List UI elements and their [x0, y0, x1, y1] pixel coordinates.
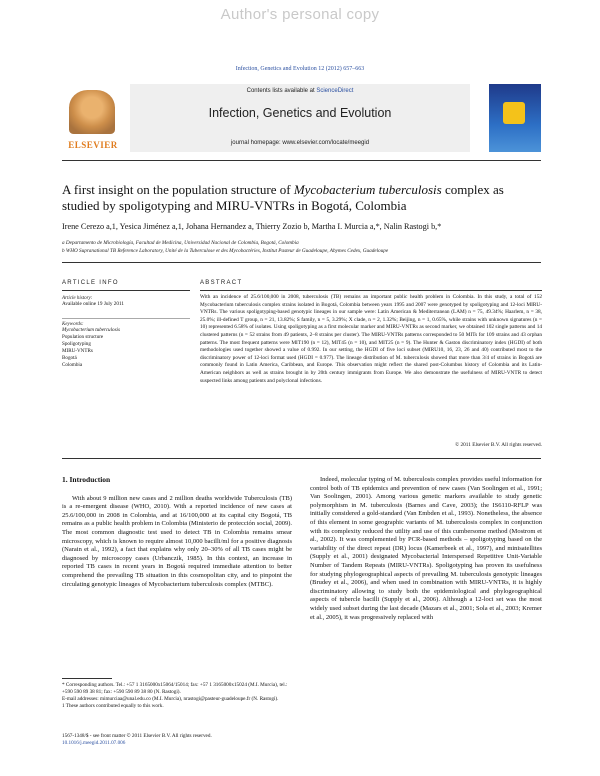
contents-prefix: Contents lists available at — [246, 88, 317, 94]
keywords-block — [62, 322, 192, 369]
keyword: MIRU-VNTRs — [62, 348, 93, 354]
affiliation-rule — [62, 262, 541, 263]
keyword: Mycobacterium tuberculosis — [62, 327, 120, 333]
footnote-rule — [62, 678, 112, 679]
corresponding-footnote: * Corresponding authors. Tel.: +57 1 3165000x15064/15014; fax: +57 1 3165000x15024 (M.I. Murcia), tel.: +590 590 89 38 81; fax: +590 590 89 38 80 (N. Rastogi). — [62, 682, 288, 695]
publisher-name: ELSEVIER — [68, 140, 118, 150]
watermark: Author's personal copy — [220, 6, 380, 23]
elsevier-logo — [62, 84, 124, 152]
homepage-prefix: journal homepage: — [230, 140, 283, 146]
journal-title: Infection, Genetics and Evolution — [208, 106, 392, 120]
article-info-rule — [62, 290, 190, 291]
copyright-line: © 2011 Elsevier B.V. All rights reserved. — [455, 442, 542, 448]
affiliation-b: b WHO Supranational TB Reference Laboratory, Unité de la Tuberculose et des Mycobactéries, Institut Pasteur de Guadeloupe, Abymes Cedex, Guadeloupe — [62, 248, 389, 254]
equal-contribution-footnote: 1 These authors contributed equally to this work. — [62, 703, 164, 709]
issn-line: 1567-1348/$ - see front matter © 2011 Elsevier B.V. All rights reserved. — [62, 733, 212, 739]
title-part-1: A first insight on the population structure of — [62, 182, 294, 197]
homepage-line — [130, 140, 470, 146]
author-list: Irene Cerezo a,1, Yesica Jiménez a,1, Johana Hernandez a, Thierry Zozio b, Martha I. Murcia a,*, Nalin Rastogi b,* — [62, 222, 442, 231]
header-rule — [62, 160, 541, 161]
keywords-rule — [62, 318, 190, 319]
history-label: Article history: — [62, 296, 93, 301]
tree-icon — [69, 90, 115, 134]
issn-block — [62, 733, 322, 747]
title-species: Mycobacterium tuberculosis — [293, 182, 442, 197]
keyword: Colombia — [62, 362, 83, 368]
abstract-label: ABSTRACT — [200, 280, 243, 286]
affiliation-a: a Departamento de Microbiología, Facultad de Medicina, Universidad Nacional de Colombia, Bogotá, Colombia — [62, 240, 299, 246]
title-part-2: complex as studied by spoligotyping and MIRU-VNTRs in Bogotá, Colombia — [62, 182, 504, 213]
contents-line — [130, 88, 470, 94]
sciencedirect-link[interactable]: ScienceDirect — [316, 88, 354, 94]
abstract-text: With an incidence of 25.6/100,000 in 2008, tuberculosis (TB) remains an important public health problem in Colombia. In this study, a total of 152 Mycobacterium tuberculosis complex strains isolated in Bogotá, Colombia between years 1995 and 2007 were genotyped by spoligotyping and 12-loci MIRU-VNTRs. The various spoligotyping-based genotypic lineages in our sample were: Latin American & Mediterranean (LAM) n = 75, 49.34%; Haarlem, n = 38, 25.0%; ill-defined T group, n = 21, 13.82%; S family, n = 5, 3.29%; X clade, n = 2, 1.32%; Beijing, n = 1, 0.65%, while strains with unknown signatures (n = 10) represented 6.58% of isolates. Using spoligotyping as a first molecular marker and MIRU-VNTRs as second marker, we obtained 102 single patterns and 14 clustered patterns (n = 52 strains from 49 patients, 2–8 strains per cluster). The MIRU-VNTRs patterns corresponded to 50 MITs for 109 strains and 43 orphan patterns. The most frequent patterns were MIT190 (n = 12), MIT45 (n = 10), and MIT25 (n = 9). The Hunter & Gaston discriminatory index (HGDI) of both methodologies used together showed a value of 0.992. In our setting, the HGDI of five loci subset (MIRU10, 16, 23, 26 and 40) contributed most to the discriminatory power of 12-loci format used (HGDI = 0.977). The lineage distribution of M. tuberculosis showed that more than 3/4 of strains in Bogotá are commonly found in Latin America, Caribbean, and Europe. This observation might reflect the shared post-Columbus history of Colombia and its Latin-American neighbors as well as strains brought in by 20th century immigrants from Europe. We also demonstrate the usefulness of MIRU-VNTR to detect suspected links among patients and polyclonal infections. — [200, 294, 542, 384]
email-footnote: E-mail addresses: mimurciaa@unal.edu.co (M.I. Murcia), nrastogi@pasteur-guadeloupe.fr (N. Rastogi). — [62, 696, 279, 702]
left-column — [62, 476, 292, 589]
masthead-center — [130, 84, 470, 152]
keywords-label: Keywords: — [62, 322, 84, 327]
journal-cover-image — [489, 84, 541, 152]
keyword: Spoligotyping — [62, 341, 91, 347]
article-info-label: ARTICLE INFO — [62, 280, 119, 286]
article-history — [62, 296, 192, 307]
doi-link[interactable]: 10.1016/j.meegid.2011.07.006 — [62, 740, 126, 746]
homepage-url[interactable]: www.elsevier.com/locate/meegid — [282, 140, 370, 146]
keyword: Population structure — [62, 334, 104, 340]
journal-citation[interactable]: Infection, Genetics and Evolution 12 (2012) 657–663 — [235, 66, 365, 72]
abstract-rule — [200, 290, 542, 291]
keyword: Bogotá — [62, 355, 77, 361]
intro-paragraph-2: Indeed, molecular typing of M. tuberculosis complex provides useful information for control both of TB epidemics and prevention of new cases (Van Soolingen et al., 1991; Van Soolingen, 2001). Among various genetic markers available to study genetic polymorphism in M. tuberculosis (Barnes and Cave, 2003); the IS6110-RFLP was initially considered a gold-standard (Van Embden et al., 1993). Nonetheless, the absence of this element in some geographic variants of M. tuberculosis complex in conjunction with its complexity reduced the utility and use of this cumbersome method (Mostrom et al., 2002). It was complemented by PCR-based methods – spoligotyping based on the variability of the direct repeat (DR) locus (Kamerbeek et al., 1997), and minisatellites (Supply et al., 2001) designated Mycobacterial Interspersed Repetitive Unit-Variable Number of Tandem Repeats (MIRU-VNTRs). Spoligotyping has proven its usefulness for studying phylogeographical aspects of prevailing M. tuberculosis genotypic lineages (Brudey et al., 2006), and when used in combination with MIRU-VNTRs, it is highly discriminatory allowing to study both the epidemiological and phylogeographical aspects of tubercle bacilli (Supply et al., 2006). Although a 12-loci set was the most widely used subset during the last decade (Mazars et al., 2001; Sola et al., 2003; Kremer et al., 2005), it was progressively replaced with — [310, 476, 542, 621]
right-column — [310, 476, 542, 622]
body-rule — [62, 458, 541, 459]
journal-masthead — [62, 84, 541, 154]
history-date: Available online 19 July 2011 — [62, 301, 124, 307]
article-title — [62, 182, 542, 214]
intro-heading: 1. Introduction — [62, 475, 111, 484]
footnotes — [62, 682, 292, 710]
intro-paragraph-1: With about 9 million new cases and 2 million deaths worldwide Tuberculosis (TB) is a re-emergent disease (WHO, 2010). With a reported incidence of new cases at 25.6/100,000 in 2008 in Colombia, and at 16/100,000 at its capital city Bogotá, TB remains as a public health problem in Colombia (Ministerio de protección social, 2009). The most common diagnostic test used to detect TB in Colombia remains smear microscopy, which is known to require almost 10,000 bacilli/ml for a positive diagnosis (Narain et al., 1992), a fact that explains why only 20–30% of all TB cases might be diagnosed by microscopy cases (Urbanczik, 1985). In this context, an increase in reported TB cases in recent years in Bogotá required immediate attention to better comprehend the prevailing TB situation in this cosmopolitan city, and to pinpoint the circulating genotypic lineages of Mycobacterium tuberculosis complex (MTBC). — [62, 494, 292, 588]
